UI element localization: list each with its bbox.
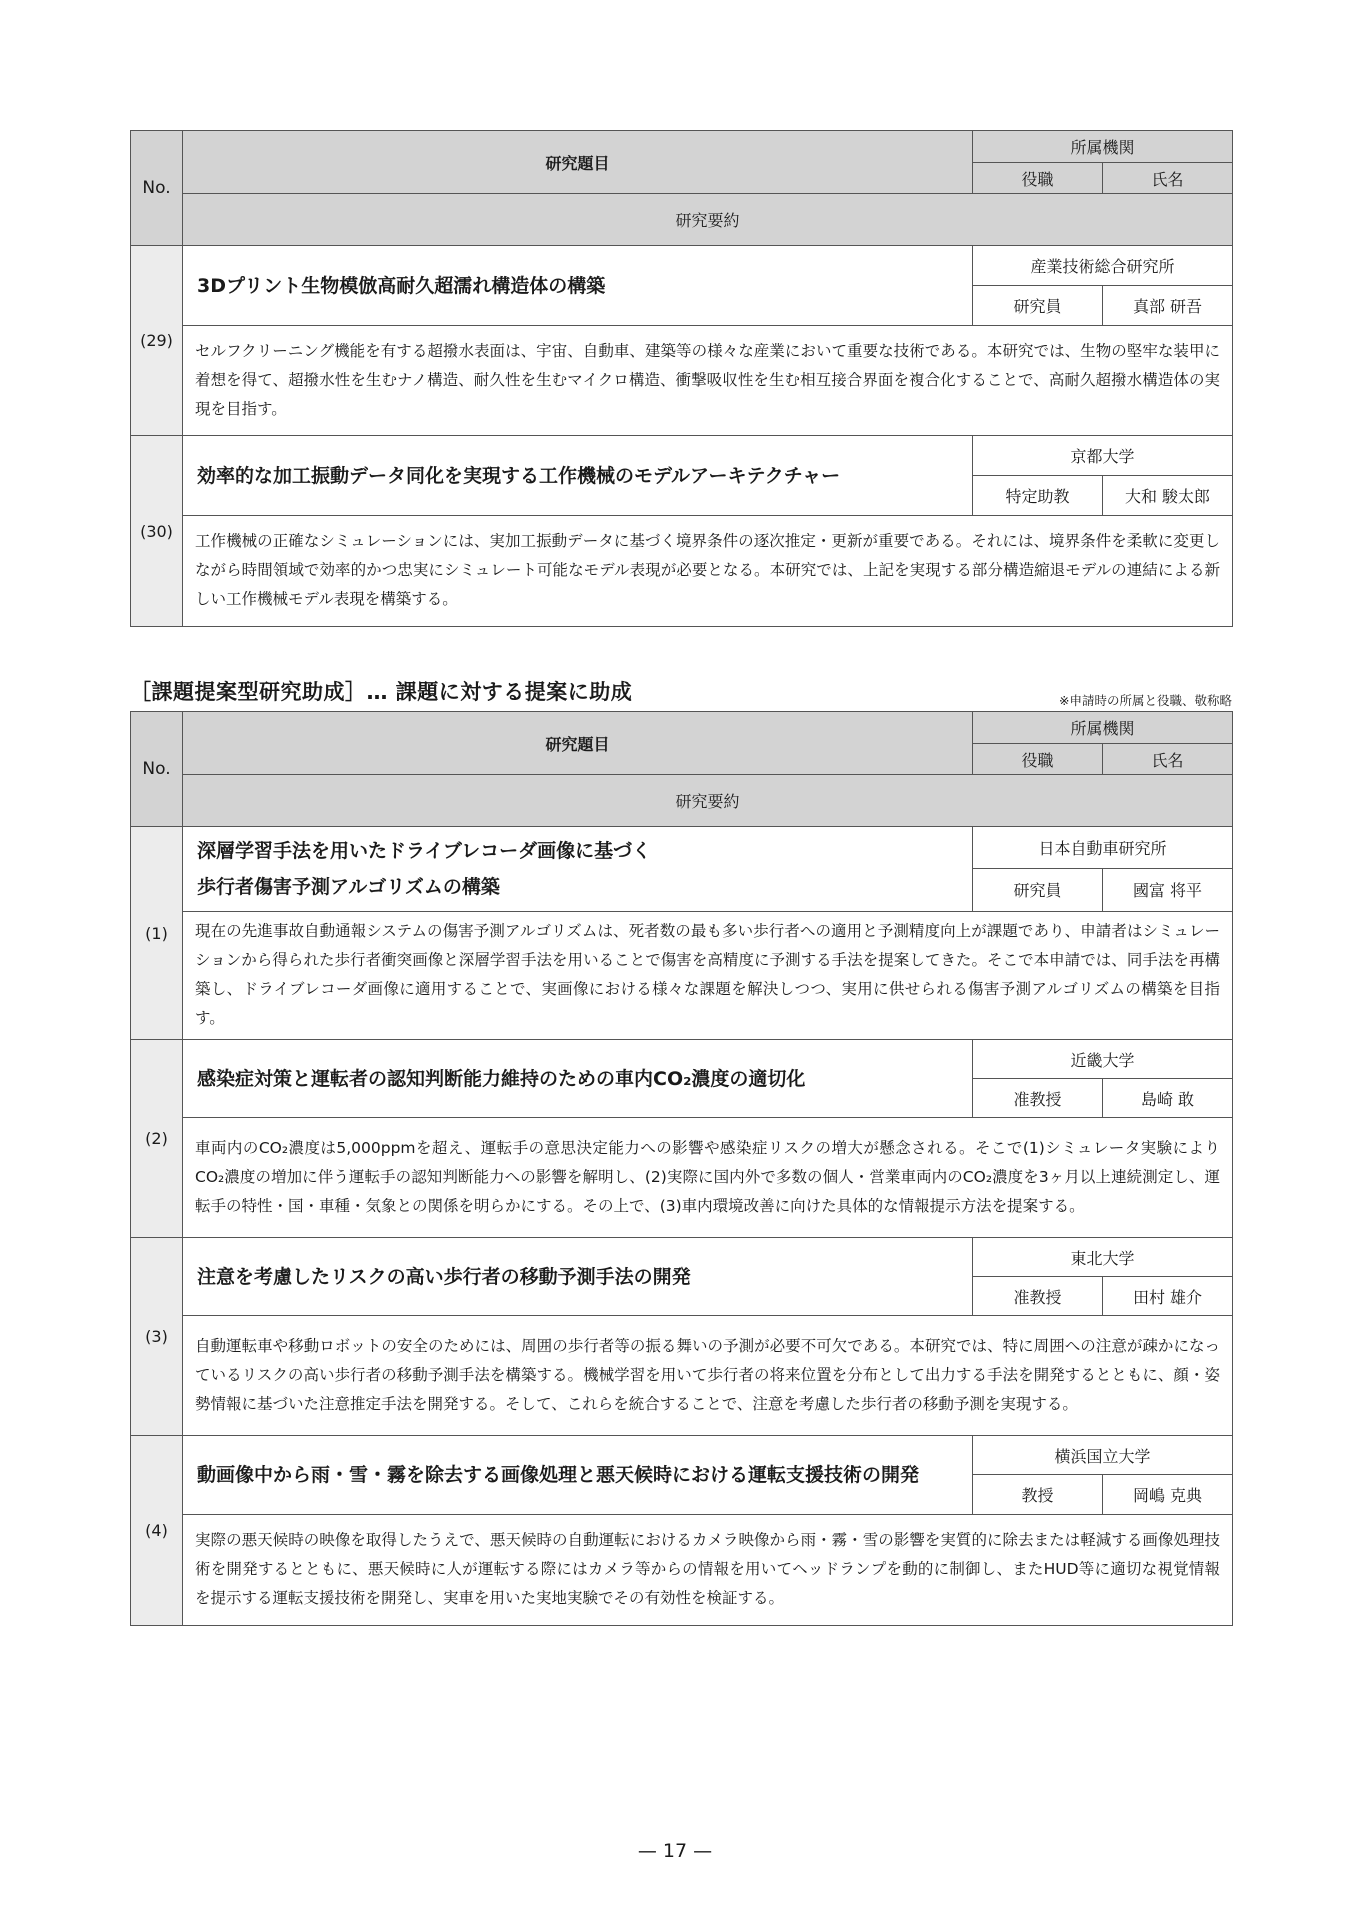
- header-name: 氏名: [1103, 163, 1233, 194]
- affiliation: 産業技術総合研究所: [973, 246, 1233, 286]
- row-number: (1): [131, 827, 183, 1040]
- position: 准教授: [973, 1277, 1103, 1316]
- table-row: [131, 1436, 1233, 1475]
- header-position: 役職: [973, 744, 1103, 775]
- table-row: [131, 827, 1233, 869]
- table-row: [131, 1238, 1233, 1277]
- research-title: 注意を考慮したリスクの高い歩行者の移動予測手法の開発: [183, 1238, 973, 1316]
- research-summary: 現在の先進事故自動通報システムの傷害予測アルゴリズムは、死者数の最も多い歩行者への適用と予測精度向上が課題であり、申請者はシミュレーションから得られた歩行者衝突画像と深層学習手法を用いることで傷害を高精度に予測する手法を提案してきた。そこで本申請では、同手法を再構築し、ドライブレコーダ画像に適用することで、実画像における様々な課題を解決しつつ、実用に供せられる傷害予測アルゴリズムの構築を目指す。: [183, 912, 1233, 1040]
- position: 教授: [973, 1475, 1103, 1515]
- section-heading: ［課題提案型研究助成］… 課題に対する提案に助成: [130, 680, 633, 704]
- grant-table-proposal: [130, 711, 1233, 1626]
- row-number: (4): [131, 1436, 183, 1626]
- row-number: (30): [131, 436, 183, 627]
- research-summary: 実際の悪天候時の映像を取得したうえで、悪天候時の自動運転におけるカメラ映像から雨・霧・雪の影響を実質的に除去または軽減する画像処理技術を開発するとともに、悪天候時に人が運転する際にはカメラ等からの情報を用いてヘッドランプを動的に制御し、またHUD等に適切な視覚情報を提示する運転支援技術を開発し、実車を用いた実地実験でその有効性を検証する。: [183, 1515, 1233, 1626]
- affiliation: 日本自動車研究所: [973, 827, 1233, 869]
- section-note: ※申請時の所属と役職、敬称略: [1059, 693, 1232, 708]
- header-title: 研究題目: [183, 131, 973, 194]
- research-title: 3Dプリント生物模倣高耐久超濡れ構造体の構築: [183, 246, 973, 326]
- header-position: 役職: [973, 163, 1103, 194]
- page-number: — 17 —: [637, 1840, 713, 1862]
- header-name: 氏名: [1103, 744, 1233, 775]
- researcher-name: 大和 駿太郎: [1103, 476, 1233, 516]
- affiliation: 東北大学: [973, 1238, 1233, 1277]
- row-number: (2): [131, 1040, 183, 1238]
- row-number: (29): [131, 246, 183, 436]
- research-title: 効率的な加工振動データ同化を実現する工作機械のモデルアーキテクチャー: [183, 436, 973, 516]
- table-row: [131, 436, 1233, 476]
- position: 准教授: [973, 1079, 1103, 1118]
- position: 研究員: [973, 286, 1103, 326]
- research-title: 深層学習手法を用いたドライブレコーダ画像に基づく 歩行者傷害予測アルゴリズムの構築: [183, 827, 973, 912]
- research-title: 感染症対策と運転者の認知判断能力維持のための車内CO₂濃度の適切化: [183, 1040, 973, 1118]
- researcher-name: 島崎 敢: [1103, 1079, 1233, 1118]
- header-no: No.: [131, 131, 183, 246]
- research-title: 動画像中から雨・雪・霧を除去する画像処理と悪天候時における運転支援技術の開発: [183, 1436, 973, 1515]
- researcher-name: 岡嶋 克典: [1103, 1475, 1233, 1515]
- position: 特定助教: [973, 476, 1103, 516]
- header-affiliation: 所属機関: [973, 712, 1233, 744]
- table-row: [131, 1040, 1233, 1079]
- table-row: [131, 246, 1233, 286]
- position: 研究員: [973, 868, 1103, 911]
- researcher-name: 田村 雄介: [1103, 1277, 1233, 1316]
- header-affiliation: 所属機関: [973, 131, 1233, 163]
- research-summary: 自動運転車や移動ロボットの安全のためには、周囲の歩行者等の振る舞いの予測が必要不可欠である。本研究では、特に周囲への注意が疎かになっているリスクの高い歩行者の移動予測手法を構築する。機械学習を用いて歩行者の将来位置を分布として出力する手法を開発するとともに、顔・姿勢情報に基づいた注意推定手法を開発する。そして、これらを統合することで、注意を考慮した歩行者の移動予測を実現する。: [183, 1316, 1233, 1436]
- affiliation: 京都大学: [973, 436, 1233, 476]
- researcher-name: 真部 研吾: [1103, 286, 1233, 326]
- affiliation: 横浜国立大学: [973, 1436, 1233, 1475]
- grant-table-continued: [130, 130, 1233, 627]
- header-summary: 研究要約: [183, 775, 1233, 827]
- header-summary: 研究要約: [183, 194, 1233, 246]
- researcher-name: 國富 将平: [1103, 868, 1233, 911]
- research-summary: セルフクリーニング機能を有する超撥水表面は、宇宙、自動車、建築等の様々な産業において重要な技術である。本研究では、生物の堅牢な装甲に着想を得て、超撥水性を生むナノ構造、耐久性を生むマイクロ構造、衝撃吸収性を生む相互接合界面を複合化することで、高耐久超撥水構造体の実現を目指す。: [183, 326, 1233, 436]
- affiliation: 近畿大学: [973, 1040, 1233, 1079]
- row-number: (3): [131, 1238, 183, 1436]
- research-summary: 工作機械の正確なシミュレーションには、実加工振動データに基づく境界条件の逐次推定・更新が重要である。それには、境界条件を柔軟に変更しながら時間領域で効率的かつ忠実にシミュレート可能なモデル表現が必要となる。本研究では、上記を実現する部分構造縮退モデルの連結による新しい工作機械モデル表現を構築する。: [183, 516, 1233, 627]
- header-title: 研究題目: [183, 712, 973, 775]
- research-summary: 車両内のCO₂濃度は5,000ppmを超え、運転手の意思決定能力への影響や感染症リスクの増大が懸念される。そこで(1)シミュレータ実験によりCO₂濃度の増加に伴う運転手の認知判断能力への影響を解明し、(2)実際に国内外で多数の個人・営業車両内のCO₂濃度を3ヶ月以上連続測定し、運転手の特性・国・車種・気象との関係を明らかにする。その上で、(3)車内環境改善に向けた具体的な情報提示方法を提案する。: [183, 1118, 1233, 1238]
- header-no: No.: [131, 712, 183, 827]
